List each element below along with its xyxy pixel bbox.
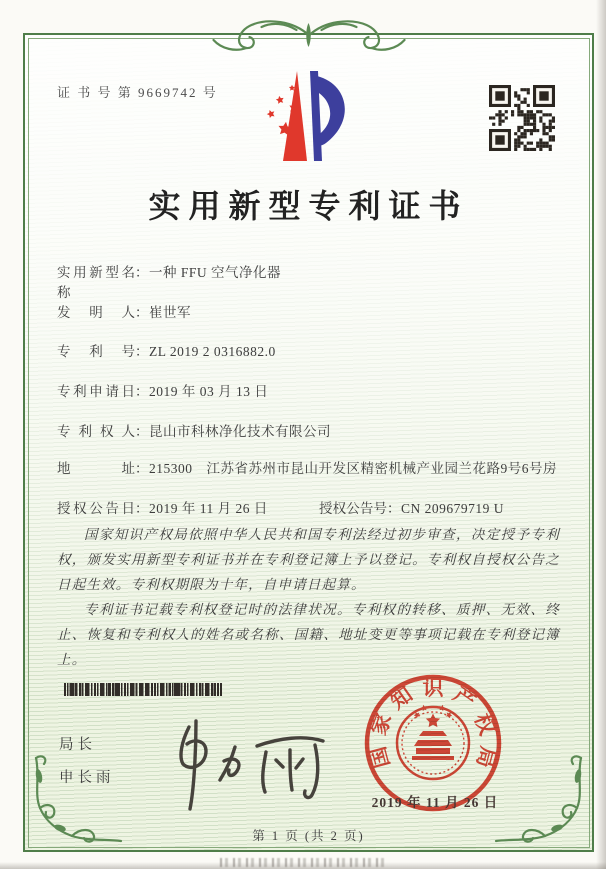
cnipa-logo-icon [247,63,357,173]
colon: ： [135,461,149,476]
field-label: 发明人 [57,305,135,320]
field-label: 授权公告日 [57,501,135,516]
certificate-number: 证 书 号 第 9669742 号 [57,85,218,100]
colon: ： [135,305,149,320]
colon: ： [387,501,401,516]
colon: ： [135,501,149,516]
national-emblem [397,704,469,779]
field-value: 215300 江苏省苏州市昆山开发区精密机械产业园兰花路9号6号房 [149,461,557,476]
field-value: 崔世军 [149,305,191,320]
commissioner-title: 局长 [59,737,96,753]
field-utility-model-name [57,263,562,303]
field-label: 实用新型名称 [57,265,135,300]
commissioner-signature-handwriting [161,711,346,816]
seal-ring-char: 家 [366,710,397,739]
field-label: 授权公告号 [319,501,387,516]
seal-ring-char: 知 [385,682,417,714]
legal-paragraph-2: 专利证书记载专利权登记时的法律状况。专利权的转移、质押、无效、终止、恢复和专利权人的姓名或名称、国籍、地址变更等事项记载在专利登记簿上。 [57,602,560,667]
top-border-flourish [201,16,416,54]
seal-ring-char: 权 [469,710,500,739]
field-label: 专利权人 [57,424,135,439]
seal-ring-char: 产 [449,682,481,714]
qr-code [489,85,555,151]
field-patentee [57,422,562,442]
field-label: 专利号 [57,344,135,359]
legal-text-block [57,522,560,672]
photo-edge-shadow-right [596,0,606,869]
field-value: ZL 2019 2 0316882.0 [149,344,276,359]
field-value: 昆山市科林净化技术有限公司 [149,424,331,439]
legal-paragraph-1: 国家知识产权局依照中华人民共和国专利法经过初步审查，决定授予专利权，颁发实用新型专利证书并在专利登记簿上予以登记。专利权自授权公告之日起生效。专利权期限为十年，自申请日起算。 [57,527,560,592]
page-number: 第 1 页 (共 2 页) [252,829,365,843]
field-value: CN 209679719 U [401,501,505,516]
photo-edge-shadow-bottom [0,862,606,869]
seal-ring-char: 局 [471,743,501,771]
commissioner-name: 申长雨 [59,770,115,786]
seal-ring-char: 识 [422,676,444,700]
field-address [57,459,562,479]
colon: ： [135,384,149,399]
field-patent-number [57,342,562,362]
certificate-title: 实用新型专利证书 [148,188,469,224]
barcode [64,683,222,696]
field-label: 地址 [57,461,135,476]
field-value: 2019 年 11 月 26 日 [149,501,268,516]
field-grant-row [57,499,562,519]
field-label: 专利申请日 [57,384,135,399]
colon: ： [135,344,149,359]
seal-ring-char: 国 [365,743,395,771]
field-inventor [57,303,562,323]
seal-date: 2019 年 11 月 26 日 [371,795,499,810]
field-value: 2019 年 03 月 13 日 [149,384,269,399]
field-filing-date [57,382,562,402]
colon: ： [135,265,149,280]
certificate [23,33,594,852]
field-value: 一种 FFU 空气净化器 [149,265,282,280]
colon: ： [135,424,149,439]
